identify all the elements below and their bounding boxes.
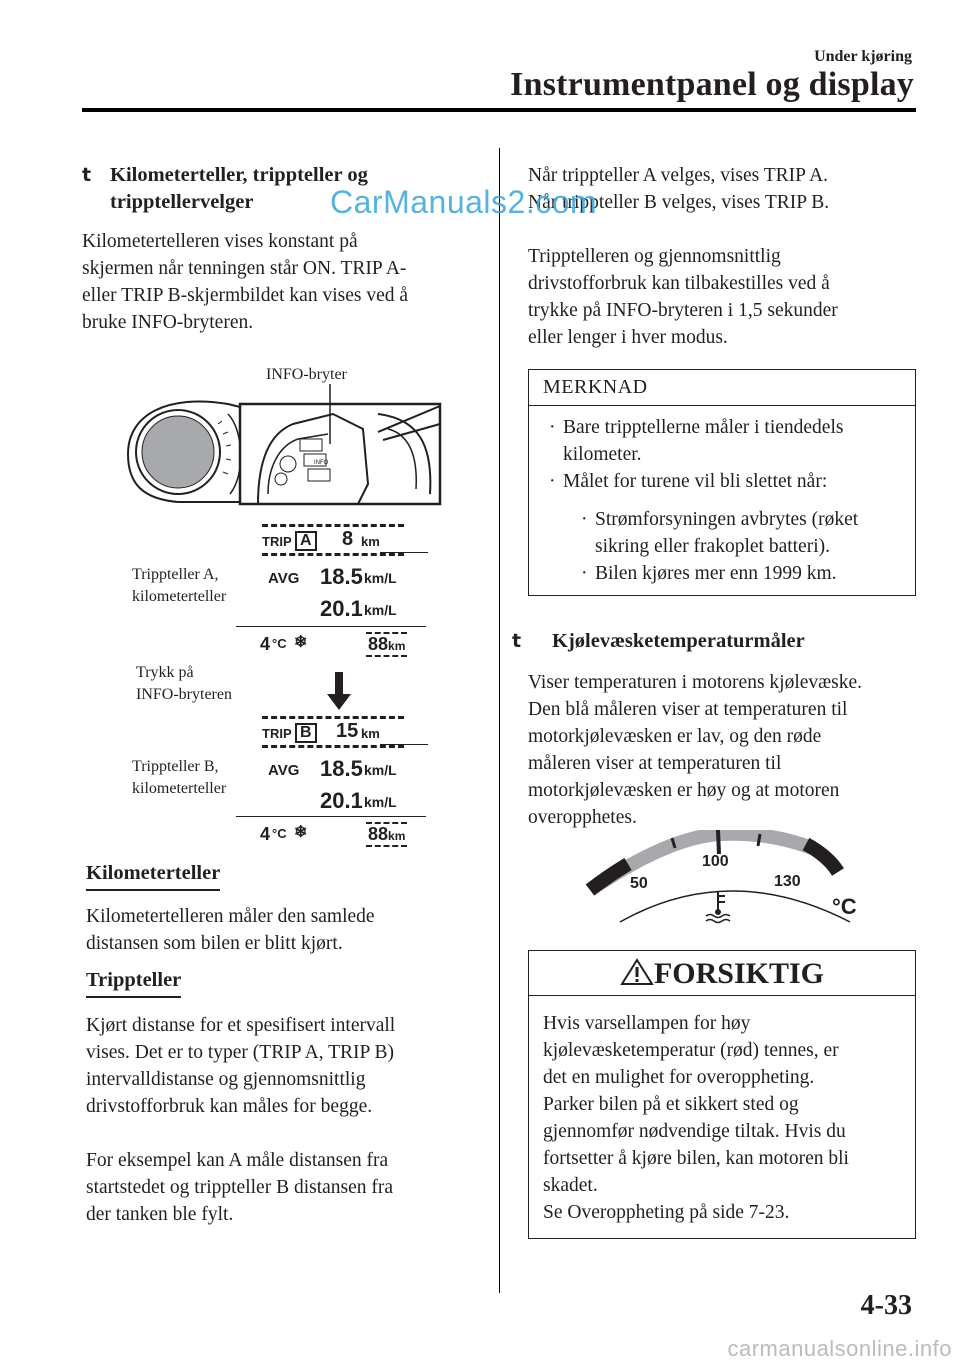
note-subbullet: · Strømforsyningen avbrytes (røket sikring eller frakoplet batteri). [543, 506, 901, 560]
rule-line [380, 552, 428, 553]
odometer-value: 88km [366, 632, 407, 657]
label-line: kilometerteller [132, 780, 227, 797]
text-line: Hvis varsellampen for høy [543, 1013, 751, 1034]
text-line: eller lenger i hver modus. [528, 327, 728, 348]
avg-label: AVG [268, 570, 300, 587]
trip-unit: km [361, 726, 380, 741]
temp-unit: °C [272, 826, 287, 841]
dash-line [262, 716, 404, 719]
label-trip-a [132, 564, 226, 608]
note-bullet: · Målet for turene vil bli slettet når: [543, 468, 901, 495]
cluster-illustration [118, 384, 443, 514]
avg-value: 18.5 [320, 564, 363, 589]
odometer-value: 88km [366, 822, 407, 847]
avg-value: 18.5 [320, 756, 363, 781]
label-line: Trippteller A, [132, 566, 219, 583]
text-line: Den blå måleren viser at temperaturen til [528, 699, 848, 720]
current-value: 20.1 [320, 788, 363, 813]
info-button-text: INFO [314, 460, 329, 466]
trip-paragraph [86, 1012, 486, 1120]
avg-unit: km/L [364, 570, 397, 586]
caution-body [529, 996, 915, 1238]
page-title: Instrumentpanel og display [510, 66, 914, 103]
label-line: INFO-bryteren [136, 686, 232, 703]
reset-paragraph [528, 243, 918, 351]
text-line: trykke på INFO-bryteren i 1,5 sekunder [528, 300, 838, 321]
note-body [529, 406, 915, 595]
text-line: Strømforsyningen avbrytes (røket [595, 509, 859, 530]
caution-title: FORSIKTIG [653, 957, 825, 990]
snowflake-icon: ❄ [294, 634, 308, 651]
coolant-heading-wrap [512, 628, 922, 655]
coolant-heading: Kjølevæsketemperaturmåler [552, 630, 805, 652]
text-line: Målet for turene vil bli slettet når: [563, 471, 828, 492]
label-line: Trippteller B, [132, 758, 219, 775]
trip-letter: B [295, 723, 317, 743]
text-line: kjølevæsketemperatur (rød) tennes, er [543, 1040, 839, 1061]
text-line: Kjørt distanse for et spesifisert intervall [86, 1015, 396, 1036]
watermark-link[interactable]: CarManuals2.com [330, 184, 598, 220]
odometer-paragraph [86, 903, 486, 957]
page-number: 4-33 [860, 1290, 912, 1321]
trip-heading: Trippteller [86, 967, 181, 998]
text-line: motorkjølevæsken er høy og at motoren [528, 780, 840, 801]
gauge-mark-low: 50 [630, 875, 648, 892]
left-lower-text [86, 860, 486, 1228]
text-line: Kilometertelleren vises konstant på [82, 231, 358, 252]
text-line: drivstofforbruk kan måles for begge. [86, 1096, 373, 1117]
dash-line [262, 745, 404, 748]
text-line: eller TRIP B-skjermbildet kan vises ved å [82, 285, 409, 306]
lcd-bottom-a [236, 626, 426, 660]
gauge-mark-high: 130 [774, 873, 801, 890]
heading-line: tripptellervelger [110, 191, 254, 213]
down-arrow-icon [324, 672, 354, 712]
dash-line [262, 553, 404, 556]
text-line: Bilen kjøres mer enn 1999 km. [595, 563, 837, 584]
lcd-bottom-b [236, 816, 426, 850]
column-divider [499, 148, 500, 1293]
note-subbullet: · Bilen kjøres mer enn 1999 km. [543, 560, 901, 587]
text-line: Se Overoppheting på side 7-23. [543, 1202, 790, 1223]
gauge-mark-mid: 100 [702, 853, 729, 870]
gauge-unit: °C [832, 894, 857, 919]
trip-unit: km [361, 534, 380, 549]
text-line: Parker bilen på et sikkert sted og [543, 1094, 799, 1115]
text-line: Når trippteller B velges, vises TRIP B. [528, 192, 830, 213]
text-line: Når trippteller A velges, vises TRIP A. [528, 165, 829, 186]
trip-letter: A [295, 531, 317, 551]
outside-temp: 4 [260, 824, 271, 844]
temp-unit: °C [272, 636, 287, 651]
text-line: vises. Det er to typer (TRIP A, TRIP B) [86, 1042, 395, 1063]
text-line: Bare tripptellerne måler i tiendedels [563, 417, 844, 438]
trip-value: 15 [336, 720, 359, 742]
outside-temp: 4 [260, 634, 271, 654]
heading-marker: t [82, 164, 92, 186]
text-line: sikring eller frakoplet batteri). [595, 536, 830, 557]
text-line: bruke INFO-bryteren. [82, 312, 254, 333]
current-value: 20.1 [320, 596, 363, 621]
avg-unit: km/L [364, 762, 397, 778]
header-rule [82, 108, 916, 112]
text-line: der tanken ble fylt. [86, 1204, 234, 1225]
text-line: fortsetter å kjøre bilen, kan motoren bli [543, 1148, 849, 1169]
temperature-gauge [580, 830, 880, 930]
coolant-paragraph [512, 669, 922, 831]
text-line: Viser temperaturen i motorens kjølevæske. [528, 672, 863, 693]
coolant-temperature-icon [706, 892, 730, 923]
trip-heading-wrap [86, 967, 486, 998]
section-label: Under kjøring [814, 48, 912, 65]
trip-label: TRIP [262, 726, 292, 741]
text-line: drivstofforbruk kan tilbakestilles ved å [528, 273, 830, 294]
avg-label: AVG [268, 762, 300, 779]
heading-line: Kilometerteller, trippteller og [110, 164, 368, 186]
coolant-section [512, 628, 922, 831]
label-trip-b [132, 756, 226, 800]
label-line: kilometerteller [132, 588, 227, 605]
text-line: For eksempel kan A måle distansen fra [86, 1150, 389, 1171]
caution-title-row [529, 951, 915, 996]
text-line: gjennomfør nødvendige tiltak. Hvis du [543, 1121, 846, 1142]
current-unit: km/L [364, 602, 397, 618]
info-switch-label: INFO-bryter [266, 366, 347, 383]
text-line: Kilometertelleren måler den samlede [86, 906, 375, 927]
text-line: motorkjølevæsken er lav, og den røde [528, 726, 822, 747]
footer-watermark[interactable]: carmanualsonline.info [727, 1336, 952, 1361]
rule-line [380, 744, 428, 745]
text-line: overopphetes. [528, 807, 637, 828]
text-line: skadet. [543, 1175, 598, 1196]
note-box [528, 369, 916, 596]
text-line: kilometer. [563, 444, 642, 465]
trip-label: TRIP [262, 534, 292, 549]
snowflake-icon: ❄ [294, 824, 308, 841]
text-line: det en mulighet for overoppheting. [543, 1067, 815, 1088]
text-line: distansen som bilen er blitt kjørt. [86, 933, 343, 954]
current-unit: km/L [364, 794, 397, 810]
text-line: måleren viser at temperaturen til [528, 753, 782, 774]
note-title: MERKNAD [529, 370, 915, 406]
odometer-heading: Kilometerteller [86, 860, 220, 891]
heading-marker: t [512, 630, 522, 652]
text-line: startstedet og trippteller B distansen fra [86, 1177, 394, 1198]
dash-line [262, 524, 404, 527]
trip-value: 8 [342, 528, 354, 550]
caution-box [528, 950, 916, 1239]
warning-icon [620, 958, 654, 986]
note-bullet: · Bare tripptellerne måler i tiendedels kilometer. [543, 414, 901, 468]
label-press-info [136, 662, 232, 706]
text-line: Tripptelleren og gjennomsnittlig [528, 246, 781, 267]
rule-line [236, 626, 426, 627]
intro-paragraph [82, 228, 482, 336]
rule-line [236, 816, 426, 817]
label-line: Trykk på [136, 664, 194, 681]
text-line: intervalldistanse og gjennomsnittlig [86, 1069, 366, 1090]
example-paragraph [86, 1147, 486, 1228]
text-line: skjermen når tenningen står ON. TRIP A- [82, 258, 407, 279]
